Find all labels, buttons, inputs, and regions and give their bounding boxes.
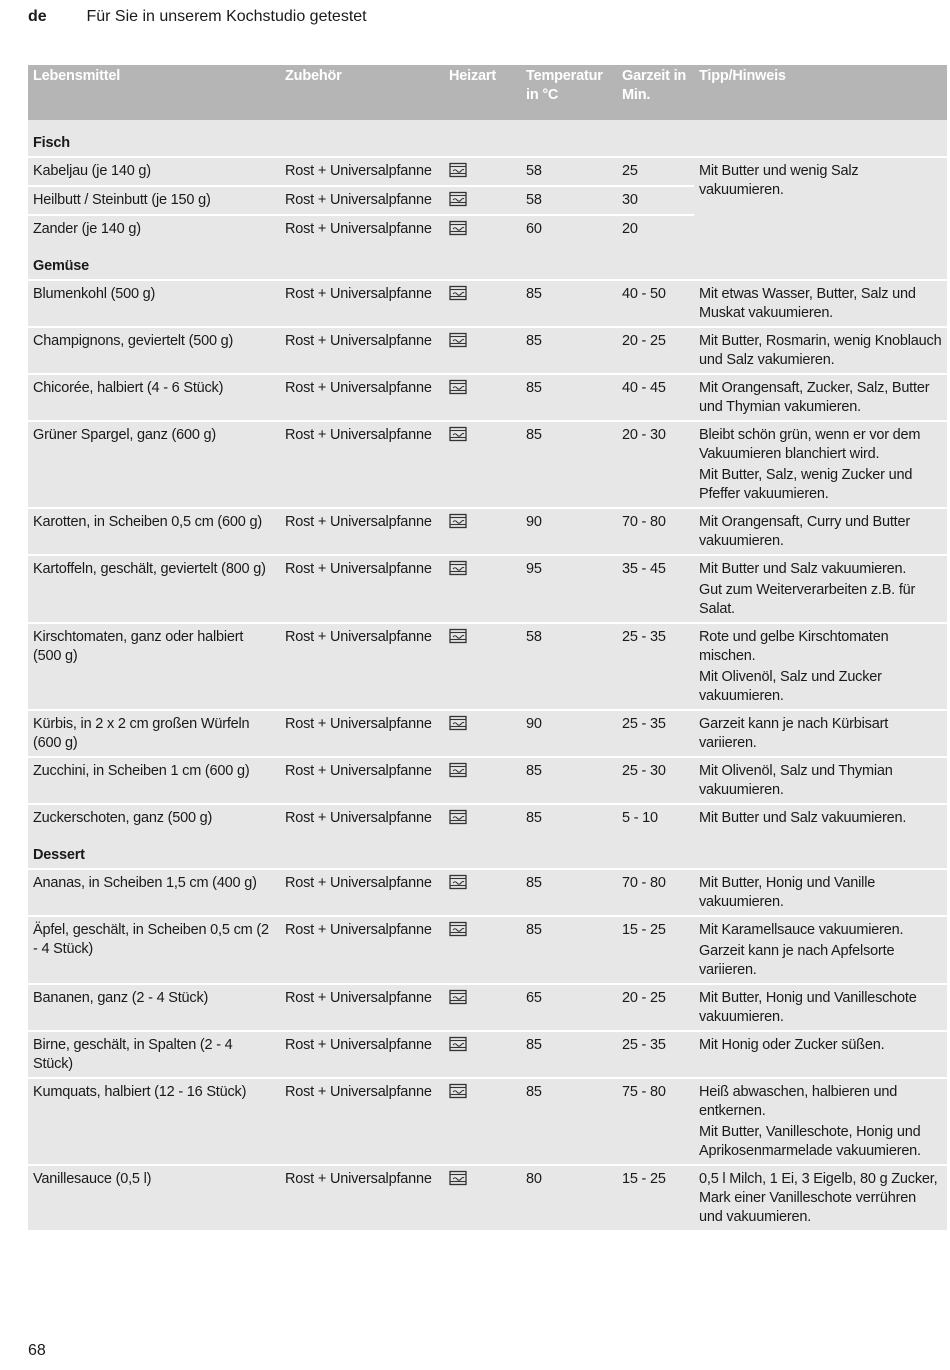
tip-text: Mit Butter und Salz vakuumieren. <box>699 810 907 826</box>
tip-text: Garzeit kann je nach Kürbisart variieren. <box>699 716 889 751</box>
language-code: de <box>28 8 47 25</box>
food-cell: Kabeljau (je 140 g) <box>28 157 280 186</box>
accessory-cell: Rost + Universalpfanne <box>280 984 444 1031</box>
temperature-cell: 90 <box>521 508 617 555</box>
tip-cell <box>694 555 947 623</box>
table-row <box>28 916 947 984</box>
table-row <box>28 1031 947 1078</box>
food-cell: Kürbis, in 2 x 2 cm großen Würfeln (600 g) <box>28 710 280 757</box>
cooking-time-cell: 15 - 25 <box>617 1165 694 1230</box>
temperature-cell: 85 <box>521 374 617 421</box>
section-title: Fisch <box>28 120 947 157</box>
temperature-cell: 85 <box>521 869 617 916</box>
accessory-cell: Rost + Universalpfanne <box>280 916 444 984</box>
food-cell: Äpfel, geschält, in Scheiben 0,5 cm (2 - 4 Stück) <box>28 916 280 984</box>
table-body <box>28 120 947 1230</box>
food-cell: Zucchini, in Scheiben 1 cm (600 g) <box>28 757 280 804</box>
tip-cell <box>694 623 947 710</box>
temperature-cell: 85 <box>521 421 617 508</box>
table-row <box>28 1165 947 1230</box>
accessory-cell: Rost + Universalpfanne <box>280 157 444 186</box>
temperature-cell: 80 <box>521 1165 617 1230</box>
food-cell: Zander (je 140 g) <box>28 215 280 243</box>
temperature-cell: 58 <box>521 186 617 215</box>
table-row <box>28 984 947 1031</box>
food-cell: Chicorée, halbiert (4 - 6 Stück) <box>28 374 280 421</box>
food-cell: Champignons, geviertelt (500 g) <box>28 327 280 374</box>
vacuum-steam-icon <box>449 921 467 937</box>
tip-cell <box>694 1078 947 1165</box>
heating-mode-cell <box>444 186 521 215</box>
tip-text: Mit Butter, Honig und Vanilleschote vakuumieren. <box>699 990 917 1025</box>
vacuum-steam-icon <box>449 332 467 348</box>
food-cell: Vanillesauce (0,5 l) <box>28 1165 280 1230</box>
tip-text: Bleibt schön grün, wenn er vor dem Vakuumieren blanchiert wird. <box>699 427 921 462</box>
cooking-time-cell: 40 - 50 <box>617 280 694 327</box>
accessory-cell: Rost + Universalpfanne <box>280 280 444 327</box>
temperature-cell: 85 <box>521 327 617 374</box>
tip-cell <box>694 421 947 508</box>
tip-cell <box>694 508 947 555</box>
page-number: 68 <box>28 1342 46 1359</box>
accessory-cell: Rost + Universalpfanne <box>280 186 444 215</box>
temperature-cell: 85 <box>521 804 617 832</box>
cooking-table <box>28 65 947 1230</box>
accessory-cell: Rost + Universalpfanne <box>280 623 444 710</box>
food-cell: Birne, geschält, in Spalten (2 - 4 Stück) <box>28 1031 280 1078</box>
cooking-time-cell: 20 - 30 <box>617 421 694 508</box>
food-cell: Grüner Spargel, ganz (600 g) <box>28 421 280 508</box>
cooking-time-cell: 25 - 35 <box>617 1031 694 1078</box>
temperature-cell: 85 <box>521 916 617 984</box>
vacuum-steam-icon <box>449 628 467 644</box>
tip-text: Mit Orangensaft, Curry und Butter vakuumieren. <box>699 514 910 549</box>
tip-text: Mit Orangensaft, Zucker, Salz, Butter und Thymian vakumieren. <box>699 380 930 415</box>
heating-mode-cell <box>444 804 521 832</box>
table-row <box>28 869 947 916</box>
tip-text: Heiß abwaschen, halbieren und entkernen. <box>699 1084 898 1119</box>
tip-text: Mit Butter und Salz vakuumieren. <box>699 561 907 577</box>
food-cell: Bananen, ganz (2 - 4 Stück) <box>28 984 280 1031</box>
tip-cell <box>694 280 947 327</box>
vacuum-steam-icon <box>449 162 467 178</box>
temperature-cell: 65 <box>521 984 617 1031</box>
accessory-cell: Rost + Universalpfanne <box>280 869 444 916</box>
cooking-time-cell: 25 - 35 <box>617 710 694 757</box>
column-header-food: Lebensmittel <box>28 65 280 120</box>
food-cell: Kartoffeln, geschält, geviertelt (800 g) <box>28 555 280 623</box>
tip-text: Mit Olivenöl, Salz und Zucker vakuumieren. <box>699 669 882 704</box>
section-row <box>28 120 947 157</box>
accessory-cell: Rost + Universalpfanne <box>280 327 444 374</box>
cooking-time-cell: 20 - 25 <box>617 984 694 1031</box>
cooking-time-cell: 25 - 35 <box>617 623 694 710</box>
table-row <box>28 508 947 555</box>
tip-text: Rote und gelbe Kirschtomaten mischen. <box>699 629 889 664</box>
table-row <box>28 710 947 757</box>
tip-cell <box>694 157 947 243</box>
table-row <box>28 374 947 421</box>
food-cell: Ananas, in Scheiben 1,5 cm (400 g) <box>28 869 280 916</box>
tip-text: Garzeit kann je nach Apfelsorte variieren. <box>699 943 895 978</box>
column-header-heating-mode: Heizart <box>444 65 521 120</box>
tip-text: Mit etwas Wasser, Butter, Salz und Muskat vakuumieren. <box>699 286 916 321</box>
table-header-row <box>28 65 947 120</box>
food-cell: Heilbutt / Steinbutt (je 150 g) <box>28 186 280 215</box>
accessory-cell: Rost + Universalpfanne <box>280 710 444 757</box>
heating-mode-cell <box>444 623 521 710</box>
food-cell: Blumenkohl (500 g) <box>28 280 280 327</box>
table-row <box>28 1078 947 1165</box>
vacuum-steam-icon <box>449 1083 467 1099</box>
tip-text: 0,5 l Milch, 1 Ei, 3 Eigelb, 80 g Zucker, Mark einer Vanilleschote verrühren und vakuumieren. <box>699 1171 938 1225</box>
tip-cell <box>694 710 947 757</box>
vacuum-steam-icon <box>449 513 467 529</box>
food-cell: Karotten, in Scheiben 0,5 cm (600 g) <box>28 508 280 555</box>
tip-cell <box>694 757 947 804</box>
cooking-time-cell: 30 <box>617 186 694 215</box>
tip-cell <box>694 869 947 916</box>
temperature-cell: 60 <box>521 215 617 243</box>
accessory-cell: Rost + Universalpfanne <box>280 508 444 555</box>
cooking-time-cell: 5 - 10 <box>617 804 694 832</box>
cooking-time-cell: 25 <box>617 157 694 186</box>
heating-mode-cell <box>444 869 521 916</box>
accessory-cell: Rost + Universalpfanne <box>280 374 444 421</box>
heating-mode-cell <box>444 916 521 984</box>
tip-cell <box>694 984 947 1031</box>
page-header <box>28 8 367 26</box>
tip-text: Mit Karamellsauce vakuumieren. <box>699 922 904 938</box>
vacuum-steam-icon <box>449 285 467 301</box>
table-row <box>28 157 947 186</box>
table-row <box>28 421 947 508</box>
tip-text: Gut zum Weiterverarbeiten z.B. für Salat. <box>699 582 916 617</box>
heating-mode-cell <box>444 710 521 757</box>
tip-text: Mit Olivenöl, Salz und Thymian vakuumieren. <box>699 763 893 798</box>
temperature-cell: 58 <box>521 157 617 186</box>
tip-cell <box>694 1165 947 1230</box>
column-header-cooking-time: Garzeit in Min. <box>617 65 694 120</box>
cooking-time-cell: 35 - 45 <box>617 555 694 623</box>
accessory-cell: Rost + Universalpfanne <box>280 757 444 804</box>
accessory-cell: Rost + Universalpfanne <box>280 215 444 243</box>
food-cell: Zuckerschoten, ganz (500 g) <box>28 804 280 832</box>
heating-mode-cell <box>444 508 521 555</box>
accessory-cell: Rost + Universalpfanne <box>280 804 444 832</box>
heating-mode-cell <box>444 374 521 421</box>
section-row <box>28 832 947 869</box>
vacuum-steam-icon <box>449 426 467 442</box>
heating-mode-cell <box>444 327 521 374</box>
vacuum-steam-icon <box>449 715 467 731</box>
temperature-cell: 58 <box>521 623 617 710</box>
cooking-time-cell: 75 - 80 <box>617 1078 694 1165</box>
temperature-cell: 85 <box>521 280 617 327</box>
heating-mode-cell <box>444 1078 521 1165</box>
tip-text: Mit Butter, Honig und Vanille vakuumieren. <box>699 875 876 910</box>
cooking-time-cell: 70 - 80 <box>617 508 694 555</box>
column-header-temperature: Temperatur in °C <box>521 65 617 120</box>
food-cell: Kumquats, halbiert (12 - 16 Stück) <box>28 1078 280 1165</box>
vacuum-steam-icon <box>449 1036 467 1052</box>
page-title: Für Sie in unserem Kochstudio getestet <box>86 8 367 25</box>
column-header-tip: Tipp/Hinweis <box>694 65 947 120</box>
vacuum-steam-icon <box>449 560 467 576</box>
table-row <box>28 327 947 374</box>
heating-mode-cell <box>444 421 521 508</box>
tip-text: Mit Butter und wenig Salz vakuumieren. <box>699 163 859 198</box>
table-row <box>28 555 947 623</box>
accessory-cell: Rost + Universalpfanne <box>280 1078 444 1165</box>
heating-mode-cell <box>444 1031 521 1078</box>
section-row <box>28 243 947 280</box>
vacuum-steam-icon <box>449 874 467 890</box>
cooking-time-cell: 40 - 45 <box>617 374 694 421</box>
temperature-cell: 85 <box>521 757 617 804</box>
temperature-cell: 85 <box>521 1078 617 1165</box>
section-title: Dessert <box>28 832 947 869</box>
heating-mode-cell <box>444 280 521 327</box>
heating-mode-cell <box>444 757 521 804</box>
accessory-cell: Rost + Universalpfanne <box>280 1031 444 1078</box>
tip-text: Mit Butter, Rosmarin, wenig Knoblauch und Salz vakumieren. <box>699 333 942 368</box>
heating-mode-cell <box>444 984 521 1031</box>
cooking-time-cell: 15 - 25 <box>617 916 694 984</box>
cooking-time-cell: 70 - 80 <box>617 869 694 916</box>
cooking-time-cell: 20 <box>617 215 694 243</box>
tip-text: Mit Butter, Vanilleschote, Honig und Aprikosenmarmelade vakuumieren. <box>699 1124 921 1159</box>
cooking-time-cell: 20 - 25 <box>617 327 694 374</box>
accessory-cell: Rost + Universalpfanne <box>280 421 444 508</box>
temperature-cell: 85 <box>521 1031 617 1078</box>
tip-text: Mit Honig oder Zucker süßen. <box>699 1037 885 1053</box>
vacuum-steam-icon <box>449 191 467 207</box>
heating-mode-cell <box>444 215 521 243</box>
vacuum-steam-icon <box>449 379 467 395</box>
temperature-cell: 90 <box>521 710 617 757</box>
table-row <box>28 623 947 710</box>
temperature-cell: 95 <box>521 555 617 623</box>
section-title: Gemüse <box>28 243 947 280</box>
heating-mode-cell <box>444 1165 521 1230</box>
heating-mode-cell <box>444 555 521 623</box>
table-row <box>28 757 947 804</box>
table-row <box>28 280 947 327</box>
vacuum-steam-icon <box>449 989 467 1005</box>
food-cell: Kirschtomaten, ganz oder halbiert (500 g) <box>28 623 280 710</box>
vacuum-steam-icon <box>449 762 467 778</box>
tip-cell <box>694 327 947 374</box>
accessory-cell: Rost + Universalpfanne <box>280 555 444 623</box>
vacuum-steam-icon <box>449 220 467 236</box>
tip-cell <box>694 374 947 421</box>
accessory-cell: Rost + Universalpfanne <box>280 1165 444 1230</box>
tip-cell <box>694 804 947 832</box>
tip-cell <box>694 916 947 984</box>
table-row <box>28 804 947 832</box>
vacuum-steam-icon <box>449 809 467 825</box>
tip-text: Mit Butter, Salz, wenig Zucker und Pfeffer vakuumieren. <box>699 467 913 502</box>
heating-mode-cell <box>444 157 521 186</box>
column-header-accessory: Zubehör <box>280 65 444 120</box>
vacuum-steam-icon <box>449 1170 467 1186</box>
tip-cell <box>694 1031 947 1078</box>
cooking-time-cell: 25 - 30 <box>617 757 694 804</box>
